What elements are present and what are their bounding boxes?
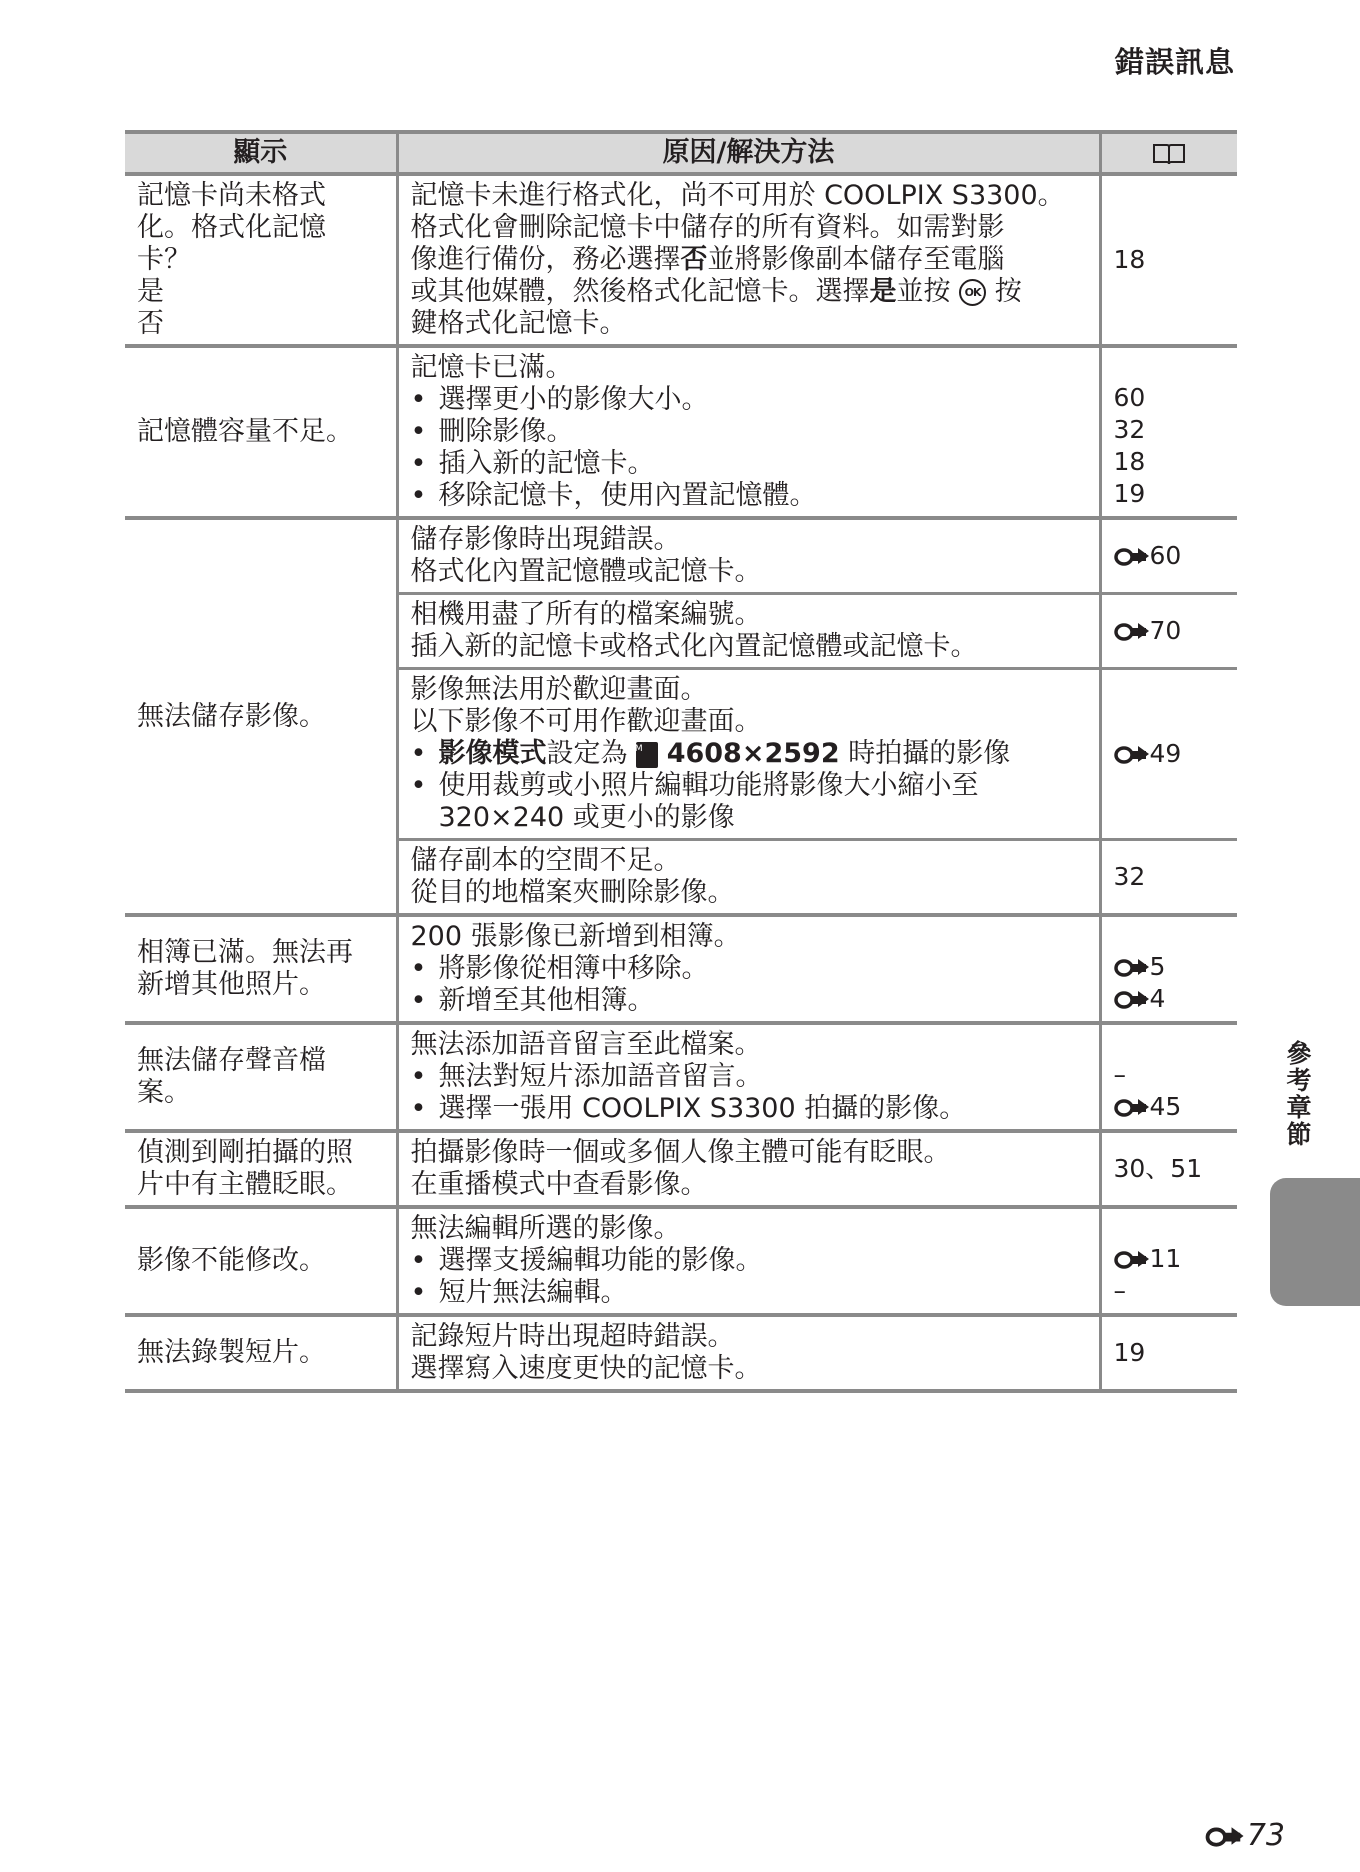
cause-text: 格式化內置記憶體或記憶卡。	[410, 556, 762, 587]
reference-section-icon	[1205, 1824, 1245, 1848]
display-cell	[125, 174, 397, 346]
option-no-bold: 否	[680, 244, 708, 275]
reference-cell: 30、51	[1100, 1131, 1237, 1207]
page-number-value: 73	[1246, 1818, 1285, 1853]
cause-text: 記憶卡已滿。	[410, 352, 573, 383]
reference-page: 70	[1149, 616, 1182, 645]
cause-text: 記憶卡未進行格式化，尚不可用於 COOLPIX S3300。	[410, 180, 1065, 211]
reference-page: –	[1113, 1276, 1126, 1305]
cause-cell	[397, 669, 1100, 840]
reference-page: 49	[1149, 739, 1182, 768]
cause-text-part: 並按	[896, 276, 951, 307]
page-header-title: 錯誤訊息	[1114, 45, 1235, 79]
reference-cell: 18	[1100, 174, 1237, 346]
display-cell: 無法錄製短片。	[125, 1315, 397, 1391]
cause-bullet: • 刪除影像。	[411, 416, 1087, 448]
reference-cell	[1100, 1023, 1237, 1131]
display-text: 卡？	[137, 244, 191, 275]
cause-text: 以下影像不可用作歡迎畫面。	[410, 706, 762, 737]
reference-page: 45	[1149, 1092, 1182, 1121]
cause-text: 拍攝影像時一個或多個人像主體可能有眨眼。	[410, 1137, 951, 1168]
cause-bullet: • 短片無法編輯。	[411, 1277, 1087, 1309]
reference-page: 4	[1149, 984, 1166, 1013]
cause-bullet: • 選擇更小的影像大小。	[411, 384, 1087, 416]
cause-text: 鍵格式化記憶卡。	[410, 308, 627, 339]
cause-cell	[397, 1315, 1100, 1391]
reference-page: 11	[1149, 1244, 1182, 1273]
display-text: 偵測到剛拍攝的照	[137, 1137, 353, 1168]
cause-text: 相機用盡了所有的檔案編號。	[410, 599, 762, 630]
side-chapter-label: 參考章節	[1283, 1040, 1312, 1148]
reference-section-icon	[1114, 743, 1150, 765]
cause-text-part: 時拍攝的影像	[848, 738, 1011, 769]
display-cell: 無法儲存影像。	[125, 518, 397, 915]
cause-bullet	[411, 770, 1087, 834]
error-message-table	[125, 130, 1237, 1393]
display-text: 化。格式化記憶	[137, 212, 326, 243]
cause-cell	[397, 174, 1100, 346]
reference-section-icon	[1114, 545, 1150, 567]
cause-text-part: 按	[994, 276, 1022, 307]
cause-bullet: • 移除記憶卡，使用內置記憶體。	[411, 480, 1087, 512]
table-row	[125, 346, 1237, 518]
reference-page: –	[1113, 1060, 1126, 1089]
option-yes: 是	[137, 276, 164, 307]
cause-cell	[397, 594, 1100, 669]
cause-bullet: • 選擇支援編輯功能的影像。	[411, 1245, 1087, 1277]
reference-section-icon	[1114, 1248, 1150, 1270]
cause-text: 在重播模式中查看影像。	[410, 1169, 708, 1200]
option-no: 否	[137, 308, 164, 339]
table-header-row	[125, 132, 1237, 174]
cause-text-part: 設定為	[546, 738, 628, 769]
display-text: 記憶卡尚未格式	[137, 180, 326, 211]
side-chapter-tab	[1270, 1178, 1360, 1306]
cause-bullet: • 將影像從相簿中移除。	[411, 953, 1087, 985]
reference-entry	[1114, 1243, 1226, 1275]
reference-section-icon	[1114, 988, 1150, 1010]
image-size-icon: 16M	[636, 742, 658, 768]
cause-cell	[397, 518, 1100, 594]
cause-text-part: 320×240 或更小的影像	[438, 802, 735, 833]
cause-text: 格式化會刪除記憶卡中儲存的所有資料。如需對影	[410, 212, 1005, 243]
display-text: 案。	[137, 1077, 191, 1108]
cause-bullet: • 無法對短片添加語音留言。	[411, 1061, 1087, 1093]
reference-page: 5	[1149, 952, 1166, 981]
book-icon	[1152, 142, 1186, 166]
reference-page: 60	[1113, 383, 1146, 412]
page-number	[1205, 1818, 1285, 1853]
cause-cell	[397, 1207, 1100, 1315]
display-cell	[125, 915, 397, 1023]
cause-cell	[397, 1131, 1100, 1207]
display-cell: 記憶體容量不足。	[125, 346, 397, 518]
cause-text: 200 張影像已新增到相簿。	[410, 921, 741, 952]
reference-page: 60	[1149, 541, 1182, 570]
table-row	[125, 1315, 1237, 1391]
display-text: 相簿已滿。無法再	[137, 937, 353, 968]
ok-button-icon: OK	[959, 279, 986, 306]
cause-text: 無法添加語音留言至此檔案。	[410, 1029, 762, 1060]
column-header-cause: 原因/解決方法	[397, 132, 1100, 174]
image-size-value: 4608×2592	[666, 738, 840, 769]
reference-entry	[1114, 1091, 1226, 1123]
table-row	[125, 1207, 1237, 1315]
reference-cell	[1100, 669, 1237, 840]
reference-page: 32	[1113, 415, 1146, 444]
cause-text	[411, 244, 1087, 276]
cause-cell	[397, 1023, 1100, 1131]
display-cell	[125, 1023, 397, 1131]
reference-section-icon	[1114, 956, 1150, 978]
cause-text: 無法編輯所選的影像。	[410, 1213, 681, 1244]
image-mode-label: 影像模式	[438, 738, 547, 769]
cause-cell	[397, 346, 1100, 518]
display-text: 片中有主體眨眼。	[137, 1169, 353, 1200]
cause-bullet: • 選擇一張用 COOLPIX S3300 拍攝的影像。	[411, 1093, 1087, 1125]
reference-cell	[1100, 518, 1237, 594]
reference-page: 19	[1113, 479, 1146, 508]
reference-cell	[1100, 915, 1237, 1023]
cause-text-part: 或其他媒體，然後格式化記憶卡。選擇	[410, 276, 870, 307]
cause-bullet	[411, 738, 1087, 770]
reference-cell	[1100, 594, 1237, 669]
cause-text: 記錄短片時出現超時錯誤。	[410, 1321, 735, 1352]
cause-text: 影像無法用於歡迎畫面。	[410, 674, 708, 705]
reference-entry	[1114, 983, 1226, 1015]
reference-page: 18	[1113, 447, 1146, 476]
option-yes-bold: 是	[869, 276, 897, 307]
table-row	[125, 1023, 1237, 1131]
reference-cell	[1100, 1207, 1237, 1315]
cause-text	[411, 276, 1087, 308]
cause-text: 儲存副本的空間不足。	[410, 845, 681, 876]
column-header-display: 顯示	[125, 132, 397, 174]
table-row	[125, 1131, 1237, 1207]
cause-text-part: 使用裁剪或小照片編輯功能將影像大小縮小至	[438, 770, 979, 801]
reference-section-icon	[1114, 620, 1150, 642]
reference-cell: 32	[1100, 840, 1237, 916]
reference-cell	[1100, 346, 1237, 518]
cause-bullet: • 插入新的記憶卡。	[411, 448, 1087, 480]
cause-text: 從目的地檔案夾刪除影像。	[410, 877, 735, 908]
cause-cell	[397, 840, 1100, 916]
reference-entry	[1114, 951, 1226, 983]
display-cell: 影像不能修改。	[125, 1207, 397, 1315]
reference-cell: 19	[1100, 1315, 1237, 1391]
cause-text: 選擇寫入速度更快的記憶卡。	[410, 1353, 762, 1384]
cause-cell	[397, 915, 1100, 1023]
table-row	[125, 915, 1237, 1023]
display-text: 新增其他照片。	[137, 969, 326, 1000]
reference-section-icon	[1114, 1096, 1150, 1118]
column-header-reference	[1100, 132, 1237, 174]
cause-text: 插入新的記憶卡或格式化內置記憶體或記憶卡。	[410, 631, 978, 662]
cause-text-part: 像進行備份，務必選擇	[410, 244, 681, 275]
display-cell	[125, 1131, 397, 1207]
table-row	[125, 174, 1237, 346]
display-text: 無法儲存聲音檔	[137, 1045, 326, 1076]
cause-text-part: 並將影像副本儲存至電腦	[707, 244, 1005, 275]
cause-text: 儲存影像時出現錯誤。	[410, 524, 681, 555]
cause-bullet: • 新增至其他相簿。	[411, 985, 1087, 1017]
table-row	[125, 518, 1237, 594]
